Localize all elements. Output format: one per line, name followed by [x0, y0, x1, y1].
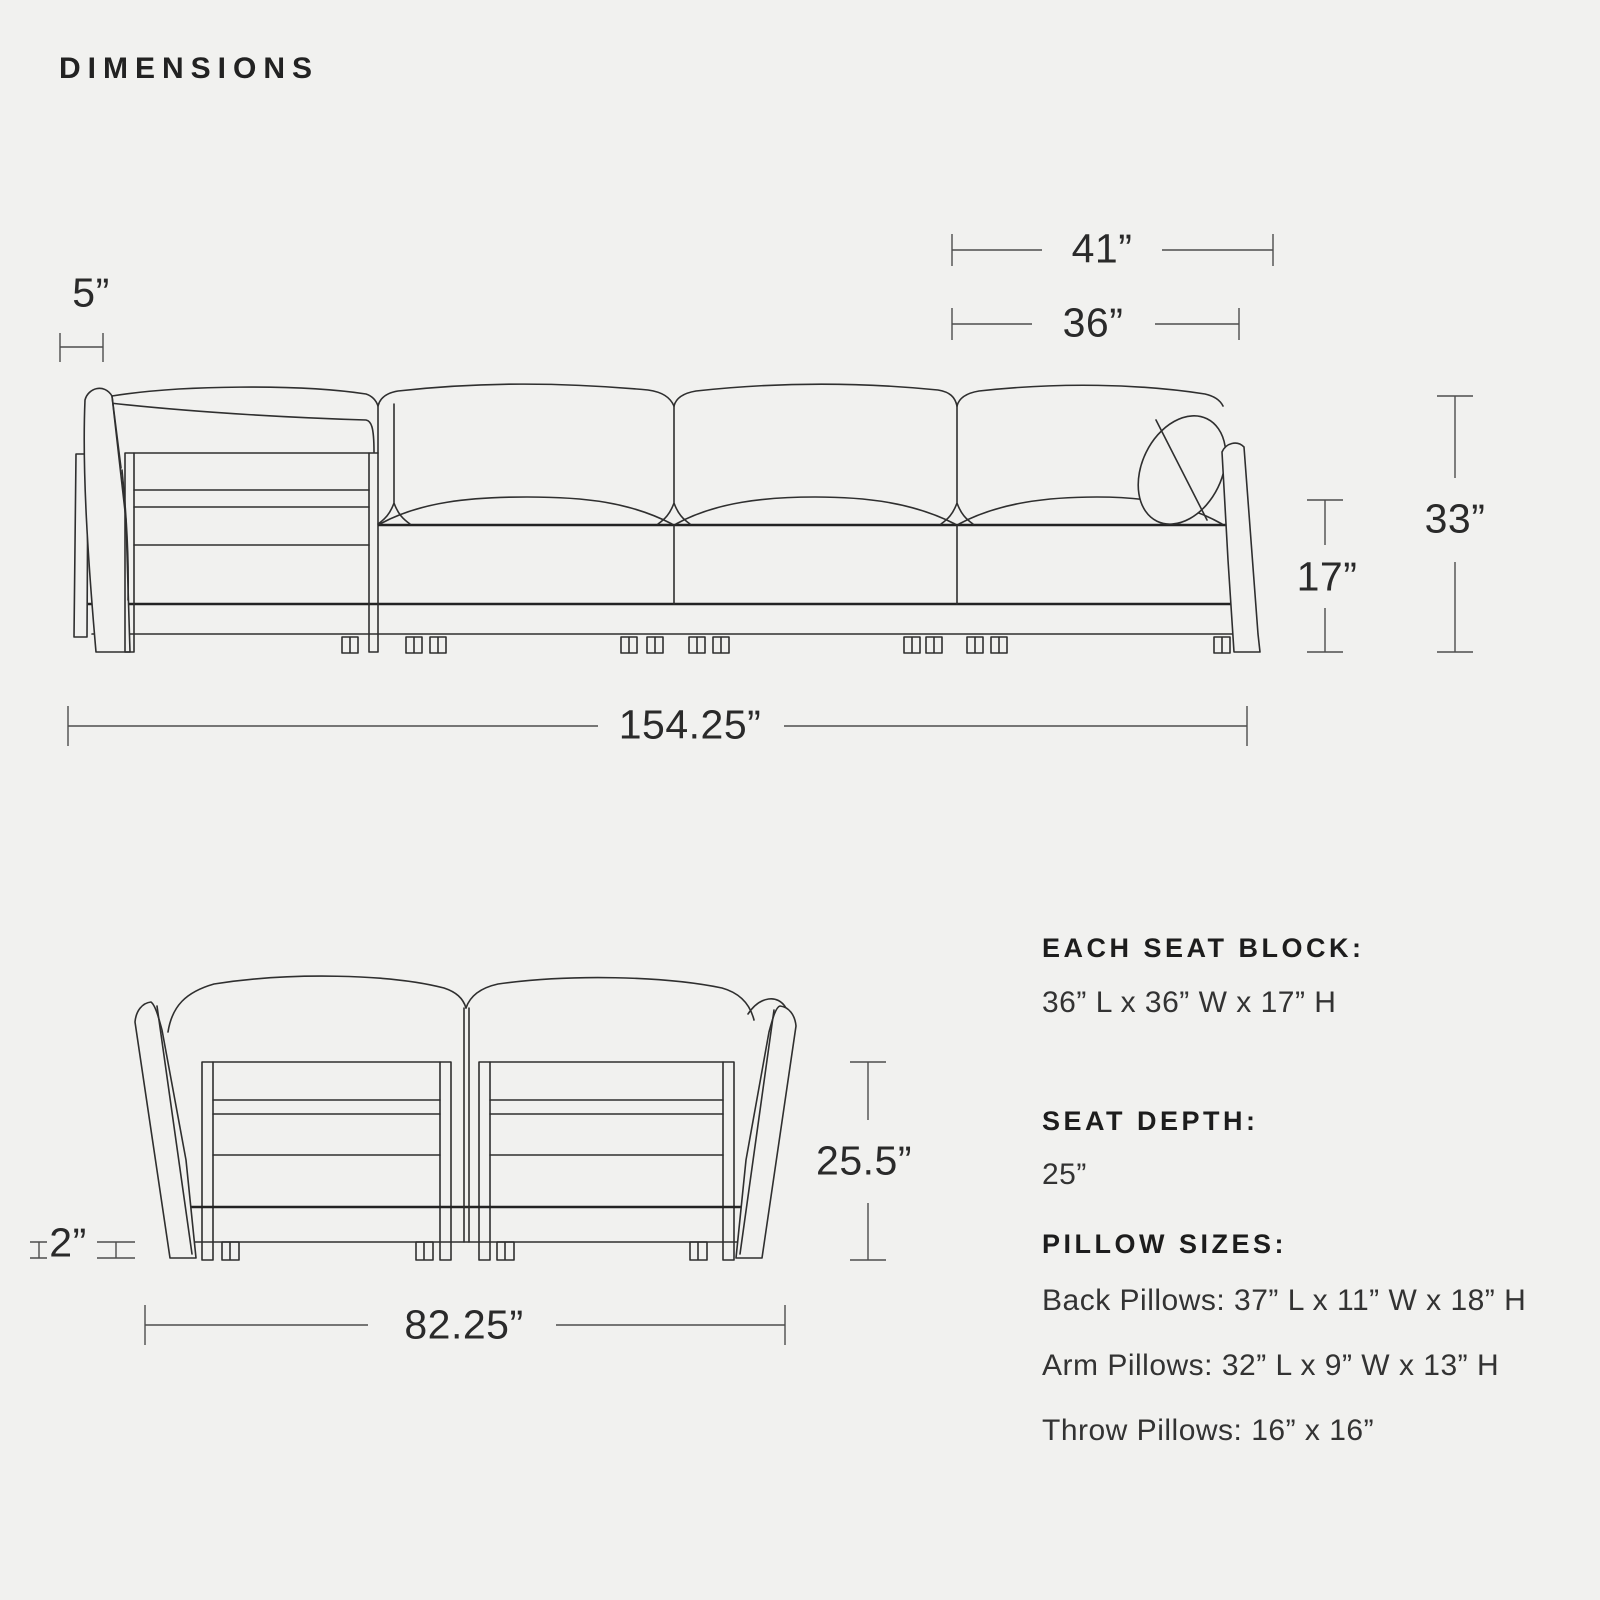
- seat-block-value: 36” L x 36” W x 17” H: [1042, 986, 1337, 1019]
- back-pillows-value: Back Pillows: 37” L x 11” W x 18” H: [1042, 1284, 1527, 1317]
- dim-arm-width-label: 5”: [72, 269, 110, 316]
- dim-leg-height-label: 2”: [49, 1219, 87, 1266]
- dim-seat-width-label: 36”: [1062, 299, 1124, 346]
- sofa-back-view-drawing: [135, 976, 796, 1260]
- dim-seat-height-label: 17”: [1296, 553, 1358, 600]
- front-view-legs: [342, 637, 1230, 653]
- throw-pillows-value: Throw Pillows: 16” x 16”: [1042, 1414, 1375, 1447]
- seat-block-heading: EACH SEAT BLOCK:: [1042, 933, 1365, 963]
- seat-depth-value: 25”: [1042, 1158, 1087, 1191]
- page-title: DIMENSIONS: [59, 52, 320, 85]
- dim-overall-width-label: 154.25”: [618, 701, 762, 748]
- dim-overall-height-label: 33”: [1424, 495, 1486, 542]
- dim-overall-depth-label: 82.25”: [404, 1301, 524, 1348]
- seat-depth-heading: SEAT DEPTH:: [1042, 1106, 1259, 1136]
- arm-pillows-value: Arm Pillows: 32” L x 9” W x 13” H: [1042, 1349, 1500, 1382]
- pillow-sizes-heading: PILLOW SIZES:: [1042, 1229, 1287, 1259]
- dim-seat-plus-arm-label: 41”: [1071, 225, 1133, 272]
- dim-back-height-label: 25.5”: [816, 1137, 912, 1184]
- back-view-legs: [222, 1242, 707, 1260]
- sofa-front-view-drawing: [74, 384, 1260, 653]
